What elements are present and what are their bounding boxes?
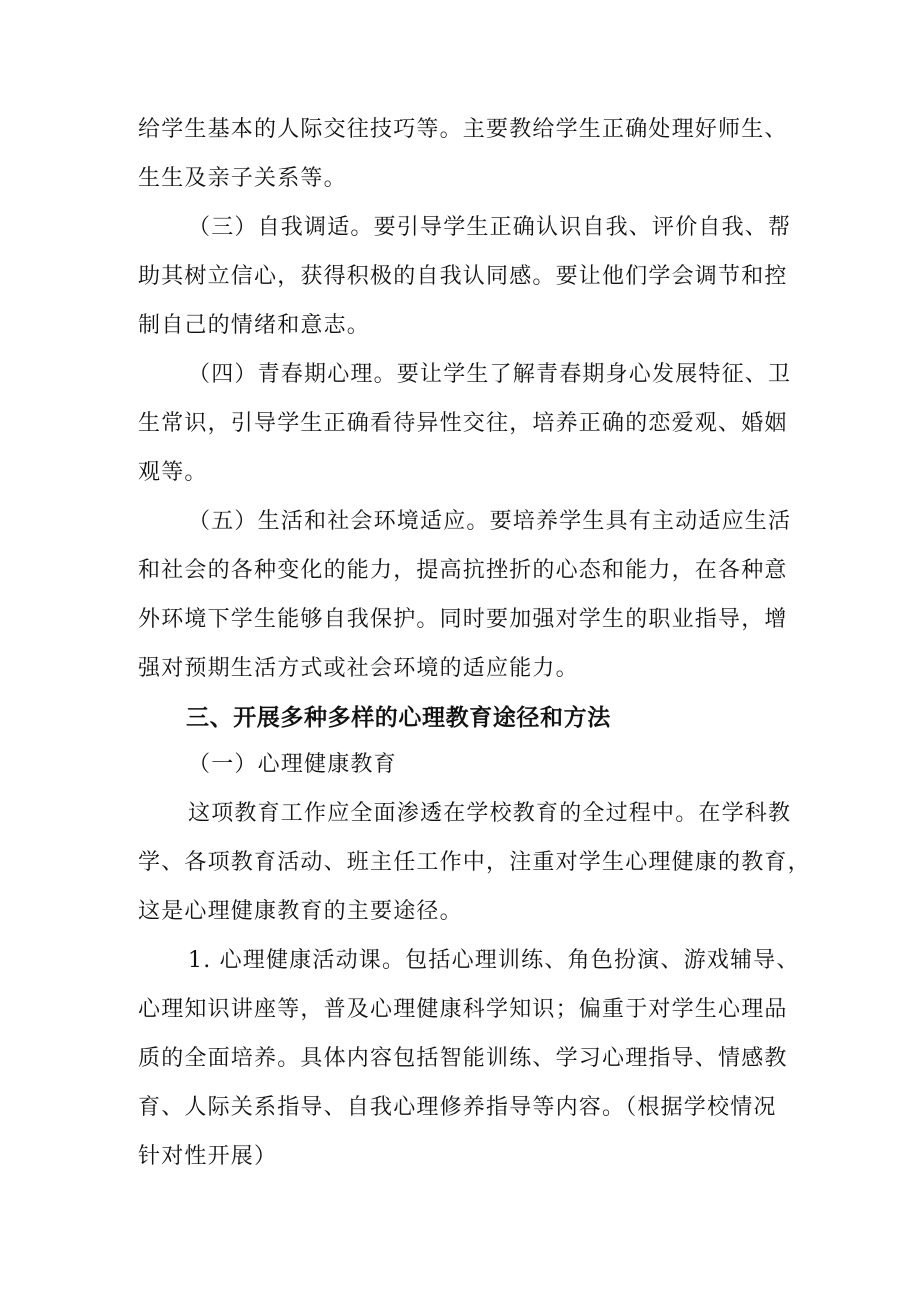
paragraph-line: （五）生活和社会环境适应。要培养学生具有主动适应生活 [188,509,792,534]
paragraph-line: 学、各项教育活动、班主任工作中，注重对学生心理健康的教育， [138,850,811,875]
paragraph-line: 助其树立信心，获得积极的自我认同感。要让他们学会调节和控 [138,264,788,289]
section-heading: 三、开展多种多样的心理教育途径和方法 [186,705,611,731]
paragraph-line: （四）青春期心理。要让学生了解青春期身心发展特征、卫 [188,362,792,387]
paragraph-line: 强对预期生活方式或社会环境的适应能力。 [138,656,579,681]
paragraph-line: 给学生基本的人际交往技巧等。主要教给学生正确处理好师生、 [138,117,788,142]
list-item-line: 1. 心理健康活动课。包括心理训练、角色扮演、游戏辅导、 [188,948,800,973]
list-item-line: 针对性开展） [138,1144,278,1169]
list-item-line: 质的全面培养。具体内容包括智能训练、学习心理指导、情感教 [138,1046,788,1071]
paragraph-line: 制自己的情绪和意志。 [138,313,371,338]
paragraph-line: 这是心理健康教育的主要途径。 [138,899,463,924]
paragraph-line: 外环境下学生能够自我保护。同时要加强对学生的职业指导，增 [138,607,788,632]
paragraph-line: 生常识，引导学生正确看待异性交往，培养正确的恋爱观、婚姻 [138,411,788,436]
paragraph-line: （三）自我调适。要引导学生正确认识自我、评价自我、帮 [188,215,792,240]
subsection-heading: （一）心理健康教育 [188,752,397,777]
paragraph-line: 观等。 [138,460,208,485]
list-item-line: 育、人际关系指导、自我心理修养指导等内容。（根据学校情况 [138,1095,777,1120]
paragraph-line: 这项教育工作应全面渗透在学校教育的全过程中。在学科教 [188,801,792,826]
paragraph-line: 和社会的各种变化的能力，提高抗挫折的心态和能力，在各种意 [138,558,788,583]
paragraph-line: 生生及亲子关系等。 [138,166,347,191]
list-item-line: 心理知识讲座等，普及心理健康科学知识；偏重于对学生心理品 [138,997,788,1022]
